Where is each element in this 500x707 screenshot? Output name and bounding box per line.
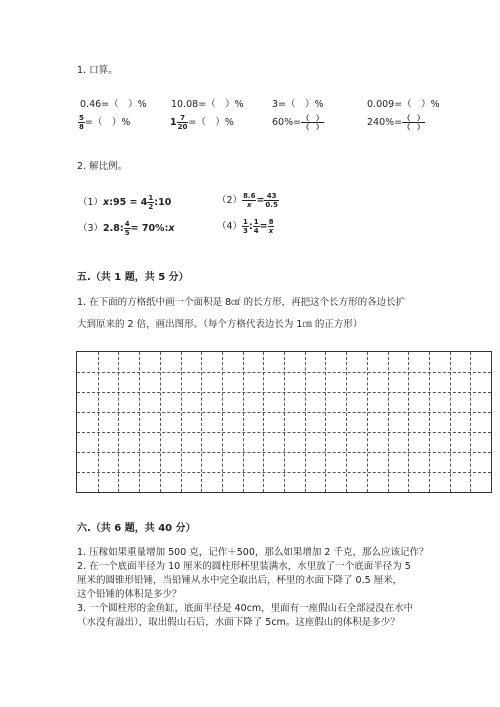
calc-item-7: 60%= $\frac{( )}{( )}$ — [272, 114, 324, 131]
section2-title: 2. 解比例。 — [77, 161, 128, 172]
fraction: $\frac{1}{2}$ — [148, 194, 154, 211]
grid-line-vertical — [305, 352, 306, 492]
fraction: $\frac{7}{20}$ — [177, 114, 188, 131]
grid-line-vertical — [118, 352, 119, 492]
grid-line-vertical — [284, 352, 285, 492]
section6-question-2-line3: 这个铅锤的体积是多少？ — [77, 589, 182, 600]
section1-title: 1. 口算。 — [77, 65, 118, 76]
fraction: $\frac{( )}{( )}$ — [302, 114, 324, 131]
calc-item-2: 10.08=（ ）% — [171, 99, 244, 110]
section6-question-2-line1: 2. 在一个底面半径为 10 厘米的圆柱形杯里装满水，水里放了一个底面半径为 5 — [77, 561, 411, 572]
section5-question-line1: 1. 在下面的方格纸中画一个面积是 8㎠ 的长方形，再把这个长方形的各边长扩 — [77, 297, 406, 308]
grid-line-horizontal — [77, 432, 491, 433]
grid-line-vertical — [243, 352, 244, 492]
calc-item-8: 240%= $\frac{( )}{( )}$ — [367, 114, 425, 131]
grid-line-vertical — [325, 352, 326, 492]
proportion-2: （2） $\frac{8.6}{x}$ = $\frac{43}{0.5}$ — [217, 192, 278, 209]
grid-line-horizontal — [77, 372, 491, 373]
grid-line-horizontal — [77, 472, 491, 473]
fraction: $\frac{5}{8}$ — [79, 114, 84, 131]
grid-line-vertical — [263, 352, 264, 492]
grid-line-vertical — [388, 352, 389, 492]
fraction: $\frac{1}{3}$ — [243, 218, 248, 235]
section5-heading: 五.（共 1 题，共 5 分） — [77, 272, 189, 283]
section6-question-2-line2: 厘米的圆锥形铅锤，当铅锤从水中完全取出后，杯里的水面下降了 0.5 厘米， — [77, 575, 403, 586]
calc-item-5: $\frac{5}{8}$ =（ ）% — [79, 114, 131, 131]
section5-question-line2: 大到原来的 2 倍，画出图形。（每个方格代表边长为 1㎝ 的正方形） — [77, 319, 363, 330]
fraction: $\frac{1}{4}$ — [253, 218, 259, 235]
calc-item-6: 1 $\frac{7}{20}$ =（ ）% — [170, 114, 234, 131]
section6-question-3-line1: 3. 一个圆柱形的金鱼缸，底面半径是 40cm，里面有一座假山石全部浸没在水中 — [77, 603, 414, 614]
proportion-1: （1）x:95 = 4 $\frac{1}{2}$ :10 — [78, 194, 172, 211]
grid-line-vertical — [367, 352, 368, 492]
grid-line-vertical — [450, 352, 451, 492]
grid-line-vertical — [201, 352, 202, 492]
grid-line-vertical — [346, 352, 347, 492]
grid-line-horizontal — [77, 452, 491, 453]
fraction: $\frac{8.6}{x}$ — [243, 192, 256, 209]
fraction: $\frac{( )}{( )}$ — [403, 114, 425, 131]
grid-line-vertical — [429, 352, 430, 492]
grid-line-vertical — [408, 352, 409, 492]
grid-line-vertical — [160, 352, 161, 492]
grid-line-horizontal — [77, 412, 491, 413]
grid-line-vertical — [98, 352, 99, 492]
section6-heading: 六.（共 6 题，共 40 分） — [77, 523, 196, 534]
fraction: $\frac{43}{0.5}$ — [265, 192, 278, 209]
grid-line-vertical — [222, 352, 223, 492]
section6-question-1: 1. 压稼如果重量增加 500 克，记作＋500，那么如果增加 2 千克，那么应该记作？ — [77, 547, 429, 558]
grid-line-vertical — [181, 352, 182, 492]
proportion-4: （4） $\frac{1}{3}$ : $\frac{1}{4}$ = $\frac{8}{x}$ — [217, 218, 274, 235]
graph-paper-grid — [76, 351, 492, 493]
fraction: $\frac{4}{5}$ — [124, 220, 130, 237]
grid-line-vertical — [139, 352, 140, 492]
calc-item-3: 3=（ ）% — [272, 99, 324, 110]
calc-item-4: 0.009=（ ）% — [367, 99, 440, 110]
grid-line-horizontal — [77, 392, 491, 393]
proportion-3: （3）2.8: $\frac{4}{5}$ = 70%:x — [78, 220, 175, 237]
section6-question-3-line2: （水没有溢出），取出假山石后，水面下降了 5cm。这座假山的体积是多少？ — [77, 617, 400, 628]
grid-line-vertical — [470, 352, 471, 492]
fraction: $\frac{8}{x}$ — [268, 218, 274, 235]
calc-item-1: 0.46=（ ）% — [80, 99, 147, 110]
